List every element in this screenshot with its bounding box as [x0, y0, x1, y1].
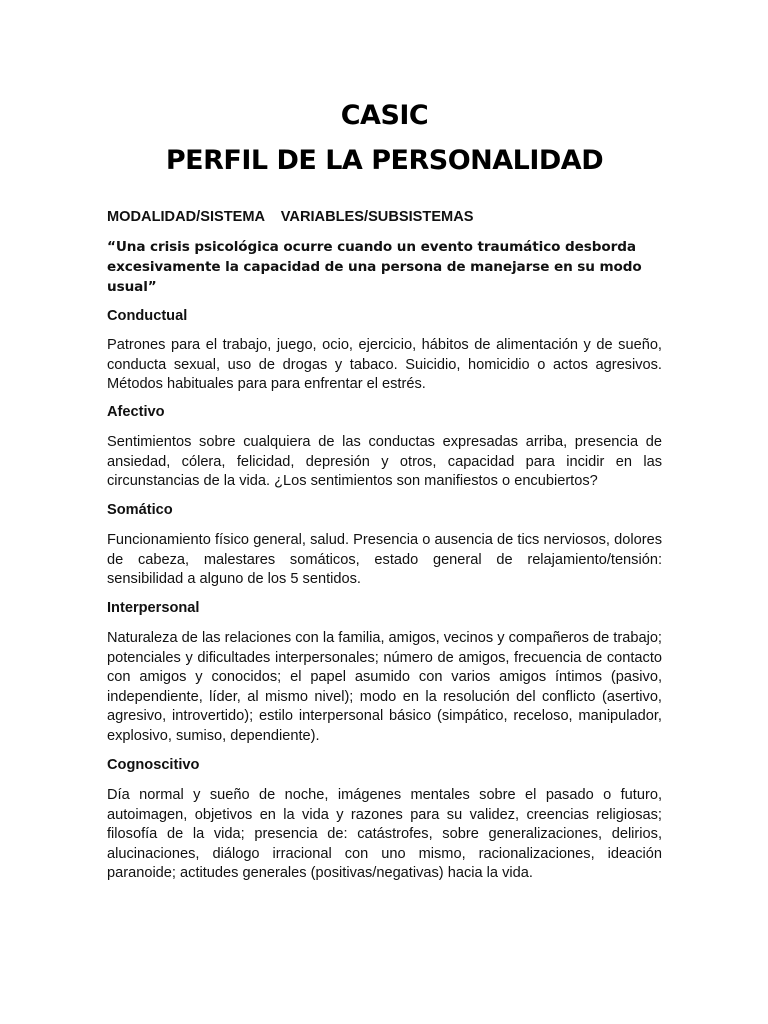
heading-conductual: Conductual — [107, 308, 188, 324]
heading-cognoscitivo: Cognoscitivo — [107, 757, 200, 773]
document-title: CASIC — [340, 100, 429, 131]
heading-afectivo: Afectivo — [107, 404, 165, 420]
paragraph-somatico: Funcionamiento físico general, salud. Presencia o ausencia de tics nerviosos, dolores de cabeza, malestares somáticos, estado general de relajamiento/tensión: sensibilidad a alguno de los 5 sentidos. — [107, 532, 662, 587]
paragraph-conductual: Patrones para el trabajo, juego, ocio, ejercicio, hábitos de alimentación y de sueño, conducta sexual, uso de drogas y tabaco. Suicidio, homicidio o actos agresivos. Métodos habituales para para enfrentar el estrés. — [107, 337, 662, 392]
document-subtitle: PERFIL DE LA PERSONALIDAD — [165, 145, 604, 176]
paragraph-afectivo: Sentimientos sobre cualquiera de las conductas expresadas arriba, presencia de ansiedad, cólera, felicidad, depresión y otros, capacidad para incidir en las circunstancias de la vida. ¿Los sentimientos son manifiestos o encubiertos? — [107, 434, 662, 489]
paragraph-cognoscitivo: Día normal y sueño de noche, imágenes mentales sobre el pasado o futuro, autoimagen, objetivos en la vida y razones para su validez, creencias religiosas; filosofía de la vida; presencia de: catástrofes, sobre generalizaciones, delirios, alucinaciones, diálogo irracional con uno mismo, racionalizaciones, ideación paranoide; actitudes generales (positivas/negativas) hacia la vida. — [107, 787, 662, 881]
column-header-row: MODALIDAD/SISTEMA VARIABLES/SUBSISTEMAS — [107, 209, 474, 225]
paragraph-interpersonal: Naturaleza de las relaciones con la familia, amigos, vecinos y compañeros de trabajo; potenciales y dificultades interpersonales; número de amigos, frecuencia de contacto con amigos y conocidos; el papel asumido con varios amigos íntimos (pasivo, independiente, líder, al mismo nivel); modo en la resolución del conflicto (asertivo, agresivo, introvertido); estilo interpersonal básico (simpático, receloso, manipulador, explosivo, sumiso, dependiente). — [107, 630, 662, 744]
heading-somatico: Somático — [107, 502, 173, 518]
quote-text: “Una crisis psicológica ocurre cuando un evento traumático desborda excesivamente la capacidad de una persona de manejarse en su modo usual” — [107, 239, 642, 295]
heading-interpersonal: Interpersonal — [107, 600, 200, 616]
